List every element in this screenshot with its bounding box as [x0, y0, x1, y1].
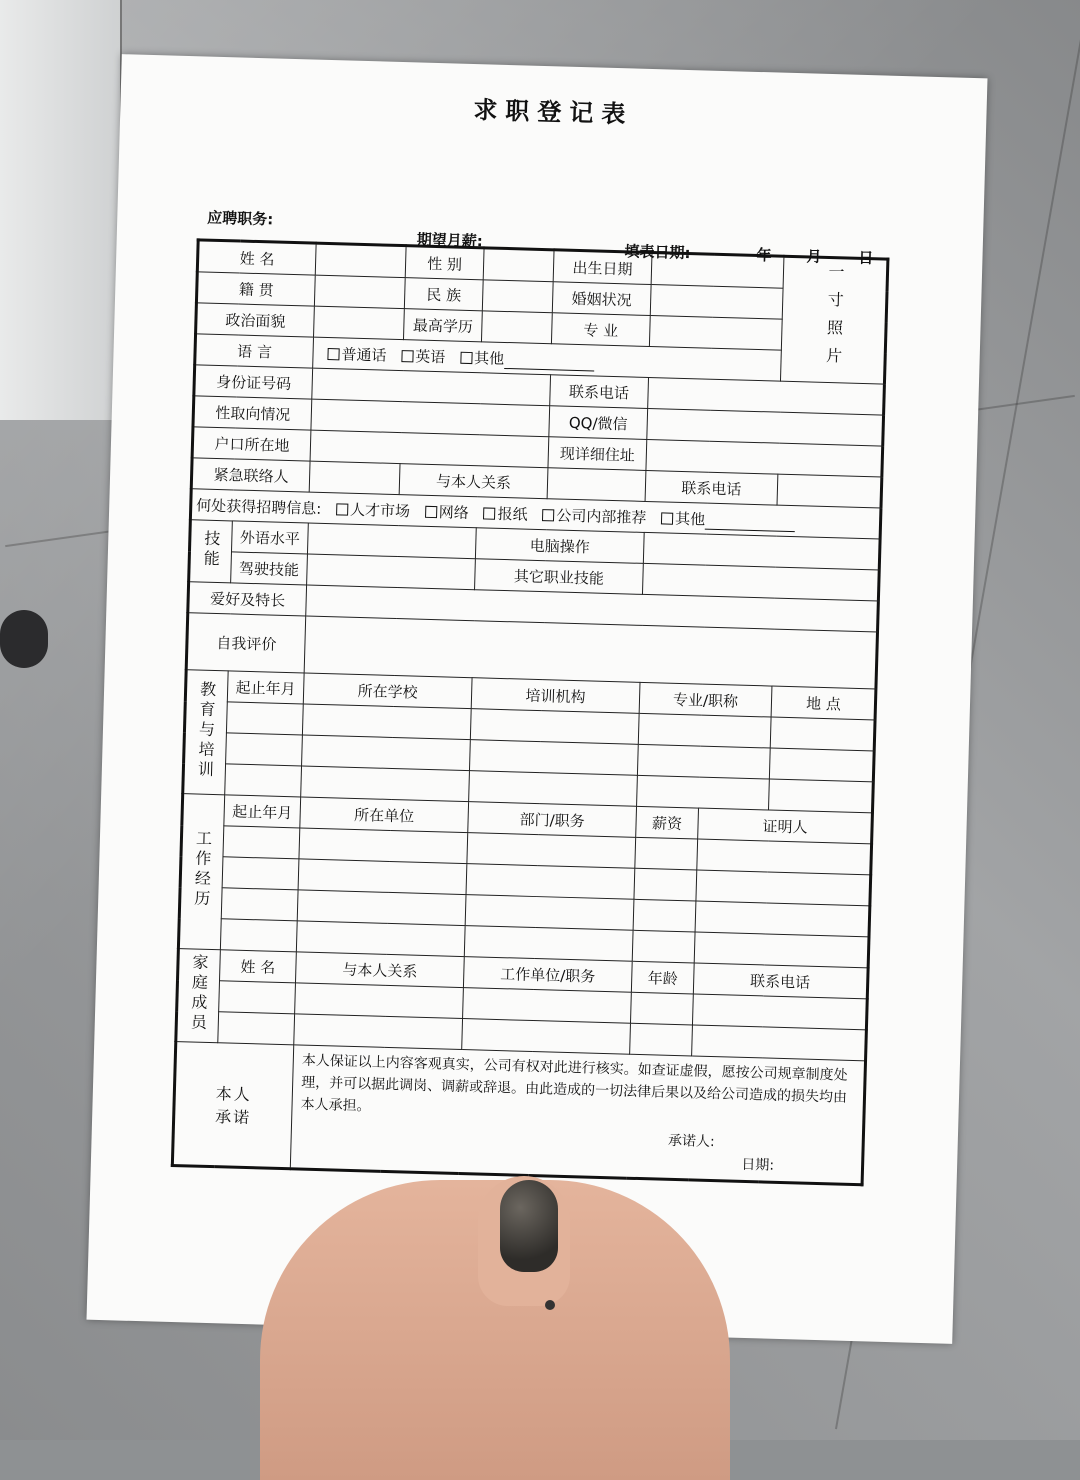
edu-cell[interactable] [469, 771, 638, 807]
family-cell[interactable] [294, 1014, 463, 1050]
promiser-label: 承诺人: [667, 1132, 715, 1151]
table-row [172, 1042, 865, 1185]
edu-col-institution: 培训机构 [471, 678, 640, 714]
edu-cell[interactable] [637, 744, 770, 779]
family-cell[interactable] [630, 1023, 693, 1056]
gender-field[interactable] [483, 248, 554, 282]
edu-cell[interactable] [768, 779, 873, 813]
work-col-salary: 薪资 [636, 806, 699, 839]
education-label: 最高学历 [403, 309, 482, 342]
emergency-phone-label: 联系电话 [645, 470, 778, 505]
option-english: 英语 [415, 346, 446, 366]
edu-cell[interactable] [469, 740, 638, 776]
emergency-phone-field[interactable] [777, 474, 882, 508]
self-eval-label: 自我评价 [186, 613, 306, 673]
pledge-date-field[interactable] [774, 1170, 854, 1172]
checkbox-other-source[interactable] [661, 512, 673, 524]
orientation-label: 性取向情况 [193, 396, 312, 430]
foreign-lang-label: 外语水平 [231, 521, 308, 554]
computer-label: 电脑操作 [475, 528, 644, 564]
work-cell[interactable] [467, 833, 636, 869]
major-field[interactable] [649, 316, 782, 351]
edu-col-school: 所在学校 [303, 673, 472, 709]
pledge-section-text: 本人承诺 [214, 1084, 253, 1128]
political-label: 政治面貌 [196, 303, 315, 337]
work-cell[interactable] [466, 864, 635, 900]
driving-label: 驾驶技能 [231, 552, 308, 585]
name-label: 姓 名 [197, 240, 316, 275]
checkbox-newspaper[interactable] [483, 507, 495, 519]
ethnic-label: 民 族 [404, 278, 483, 311]
edu-cell[interactable] [302, 735, 471, 771]
family-section-label [176, 949, 221, 1043]
address-label: 现详细住址 [548, 437, 647, 471]
option-newspaper: 报纸 [497, 504, 528, 524]
family-col-relation: 与本人关系 [295, 952, 464, 988]
family-col-phone: 联系电话 [693, 963, 868, 999]
white-cabinet [0, 0, 122, 420]
work-col-period: 起止年月 [224, 795, 301, 828]
chair-wheel [0, 610, 48, 668]
option-talent-market: 人才市场 [349, 500, 411, 520]
political-field[interactable] [314, 306, 405, 340]
job-application-paper [86, 54, 987, 1344]
edu-col-major: 专业/职称 [639, 682, 772, 717]
qq-wechat-label: QQ/微信 [549, 406, 648, 440]
hobbies-label: 爱好及特长 [188, 582, 307, 616]
work-cell[interactable] [695, 901, 870, 937]
edu-cell[interactable] [638, 713, 771, 748]
form-title: 求职登记表 [473, 96, 634, 129]
work-col-dept: 部门/职务 [468, 802, 637, 838]
work-cell[interactable] [465, 895, 634, 931]
hukou-label: 户口所在地 [192, 427, 311, 461]
checkbox-talent-market[interactable] [336, 503, 348, 515]
option-other-language: 其他 [473, 348, 505, 368]
id-label: 身份证号码 [194, 365, 313, 399]
application-table [171, 238, 890, 1186]
edu-section-text: 教育与培训 [195, 680, 217, 781]
family-col-employer: 工作单位/职务 [463, 957, 632, 993]
work-cell[interactable] [220, 919, 297, 952]
phone-label: 联系电话 [550, 375, 649, 409]
native-label: 籍 贯 [196, 272, 315, 306]
edu-cell[interactable] [226, 702, 303, 735]
salary-label: 期望月薪: [416, 230, 484, 251]
work-col-reference: 证明人 [698, 808, 873, 844]
edu-col-period: 起止年月 [227, 671, 304, 704]
skills-text: 技能 [200, 529, 222, 570]
family-section-text: 家庭成员 [188, 953, 210, 1034]
relation-field[interactable] [547, 468, 646, 502]
promiser-signature-field[interactable] [715, 1146, 855, 1150]
work-cell[interactable] [222, 857, 299, 890]
work-section-label [178, 794, 224, 950]
position-label: 应聘职务: [207, 208, 274, 229]
family-cell[interactable] [219, 981, 296, 1014]
other-language-blank[interactable] [504, 353, 594, 371]
work-cell[interactable] [297, 890, 466, 926]
birth-field[interactable] [651, 253, 784, 289]
ethnic-field[interactable] [482, 280, 553, 313]
work-cell[interactable] [296, 921, 465, 957]
family-cell[interactable] [692, 994, 867, 1030]
family-cell[interactable] [218, 1012, 295, 1045]
other-source-blank[interactable] [705, 514, 795, 532]
pledge-date-label: 日期: [741, 1156, 775, 1174]
language-label: 语 言 [195, 334, 314, 368]
pledge-section-label [172, 1042, 293, 1169]
work-cell[interactable] [221, 888, 298, 921]
work-cell[interactable] [299, 828, 468, 864]
edu-cell[interactable] [226, 733, 303, 766]
photo-label: 一寸照片 [823, 262, 846, 375]
family-cell[interactable] [692, 1025, 867, 1061]
option-referral: 公司内部推荐 [556, 505, 647, 527]
foreign-lang-field[interactable] [307, 523, 476, 559]
work-col-company: 所在单位 [300, 797, 469, 833]
work-cell[interactable] [633, 899, 696, 932]
marital-label: 婚姻状况 [552, 282, 651, 316]
other-skills-label: 其它职业技能 [475, 559, 644, 595]
work-section-text: 工作经历 [191, 829, 213, 910]
photo-box[interactable] [780, 256, 887, 384]
edu-cell[interactable] [769, 748, 874, 782]
edu-cell[interactable] [470, 709, 639, 745]
work-cell[interactable] [696, 870, 871, 906]
work-cell[interactable] [697, 839, 872, 875]
family-col-age: 年龄 [631, 961, 694, 994]
skills-label [189, 520, 233, 583]
nail-dot [545, 1300, 555, 1310]
checkbox-english[interactable] [401, 350, 413, 362]
work-cell[interactable] [223, 826, 300, 859]
edu-col-location: 地 点 [771, 686, 876, 720]
edu-cell[interactable] [302, 704, 471, 740]
checkbox-other-language[interactable] [460, 351, 472, 363]
painted-thumbnail [500, 1180, 558, 1272]
option-mandarin: 普通话 [341, 344, 387, 365]
education-field[interactable] [481, 311, 552, 344]
work-cell[interactable] [632, 930, 695, 963]
birth-label: 出生日期 [553, 250, 652, 285]
month-label: 月 [806, 247, 822, 266]
edu-cell[interactable] [637, 775, 770, 810]
family-cell[interactable] [295, 983, 464, 1019]
edu-cell[interactable] [770, 717, 875, 751]
edu-section-label [183, 670, 228, 795]
year-label: 年 [756, 245, 772, 265]
work-cell[interactable] [298, 859, 467, 895]
work-cell[interactable] [464, 926, 633, 962]
emergency-field[interactable] [309, 461, 400, 495]
checkbox-internet[interactable] [425, 505, 437, 517]
edu-cell[interactable] [225, 764, 302, 797]
family-cell[interactable] [630, 992, 693, 1025]
edu-cell[interactable] [301, 766, 470, 802]
pledge-cell [290, 1045, 865, 1185]
marital-field[interactable] [650, 285, 783, 320]
name-field[interactable] [315, 243, 406, 278]
day-label: 日 [858, 248, 874, 268]
work-cell[interactable] [635, 837, 698, 870]
checkbox-mandarin[interactable] [327, 348, 339, 360]
native-field[interactable] [314, 275, 405, 309]
gender-label: 性 别 [405, 246, 484, 280]
emergency-label: 紧急联络人 [191, 458, 310, 492]
work-cell[interactable] [634, 868, 697, 901]
fill-date-label: 填表日期: [624, 242, 691, 263]
checkbox-referral[interactable] [542, 509, 554, 521]
family-cell[interactable] [462, 1019, 631, 1055]
option-other-source: 其他 [674, 509, 706, 529]
relation-label: 与本人关系 [399, 464, 548, 499]
family-cell[interactable] [463, 988, 632, 1024]
source-label: 何处获得招聘信息: [196, 495, 322, 518]
family-col-name: 姓 名 [220, 950, 297, 983]
major-label: 专 业 [551, 313, 650, 347]
option-internet: 网络 [438, 502, 470, 522]
pledge-text: 本人保证以上内容客观真实，公司有权对此进行核实。如查证虚假，愿按公司规章制度处理，并可以据此调岗、调薪或辞退。由此造成的一切法律后果以及给公司造成的损失均由本人承担。 [300, 1052, 848, 1115]
work-cell[interactable] [694, 932, 869, 968]
driving-field[interactable] [307, 554, 476, 590]
